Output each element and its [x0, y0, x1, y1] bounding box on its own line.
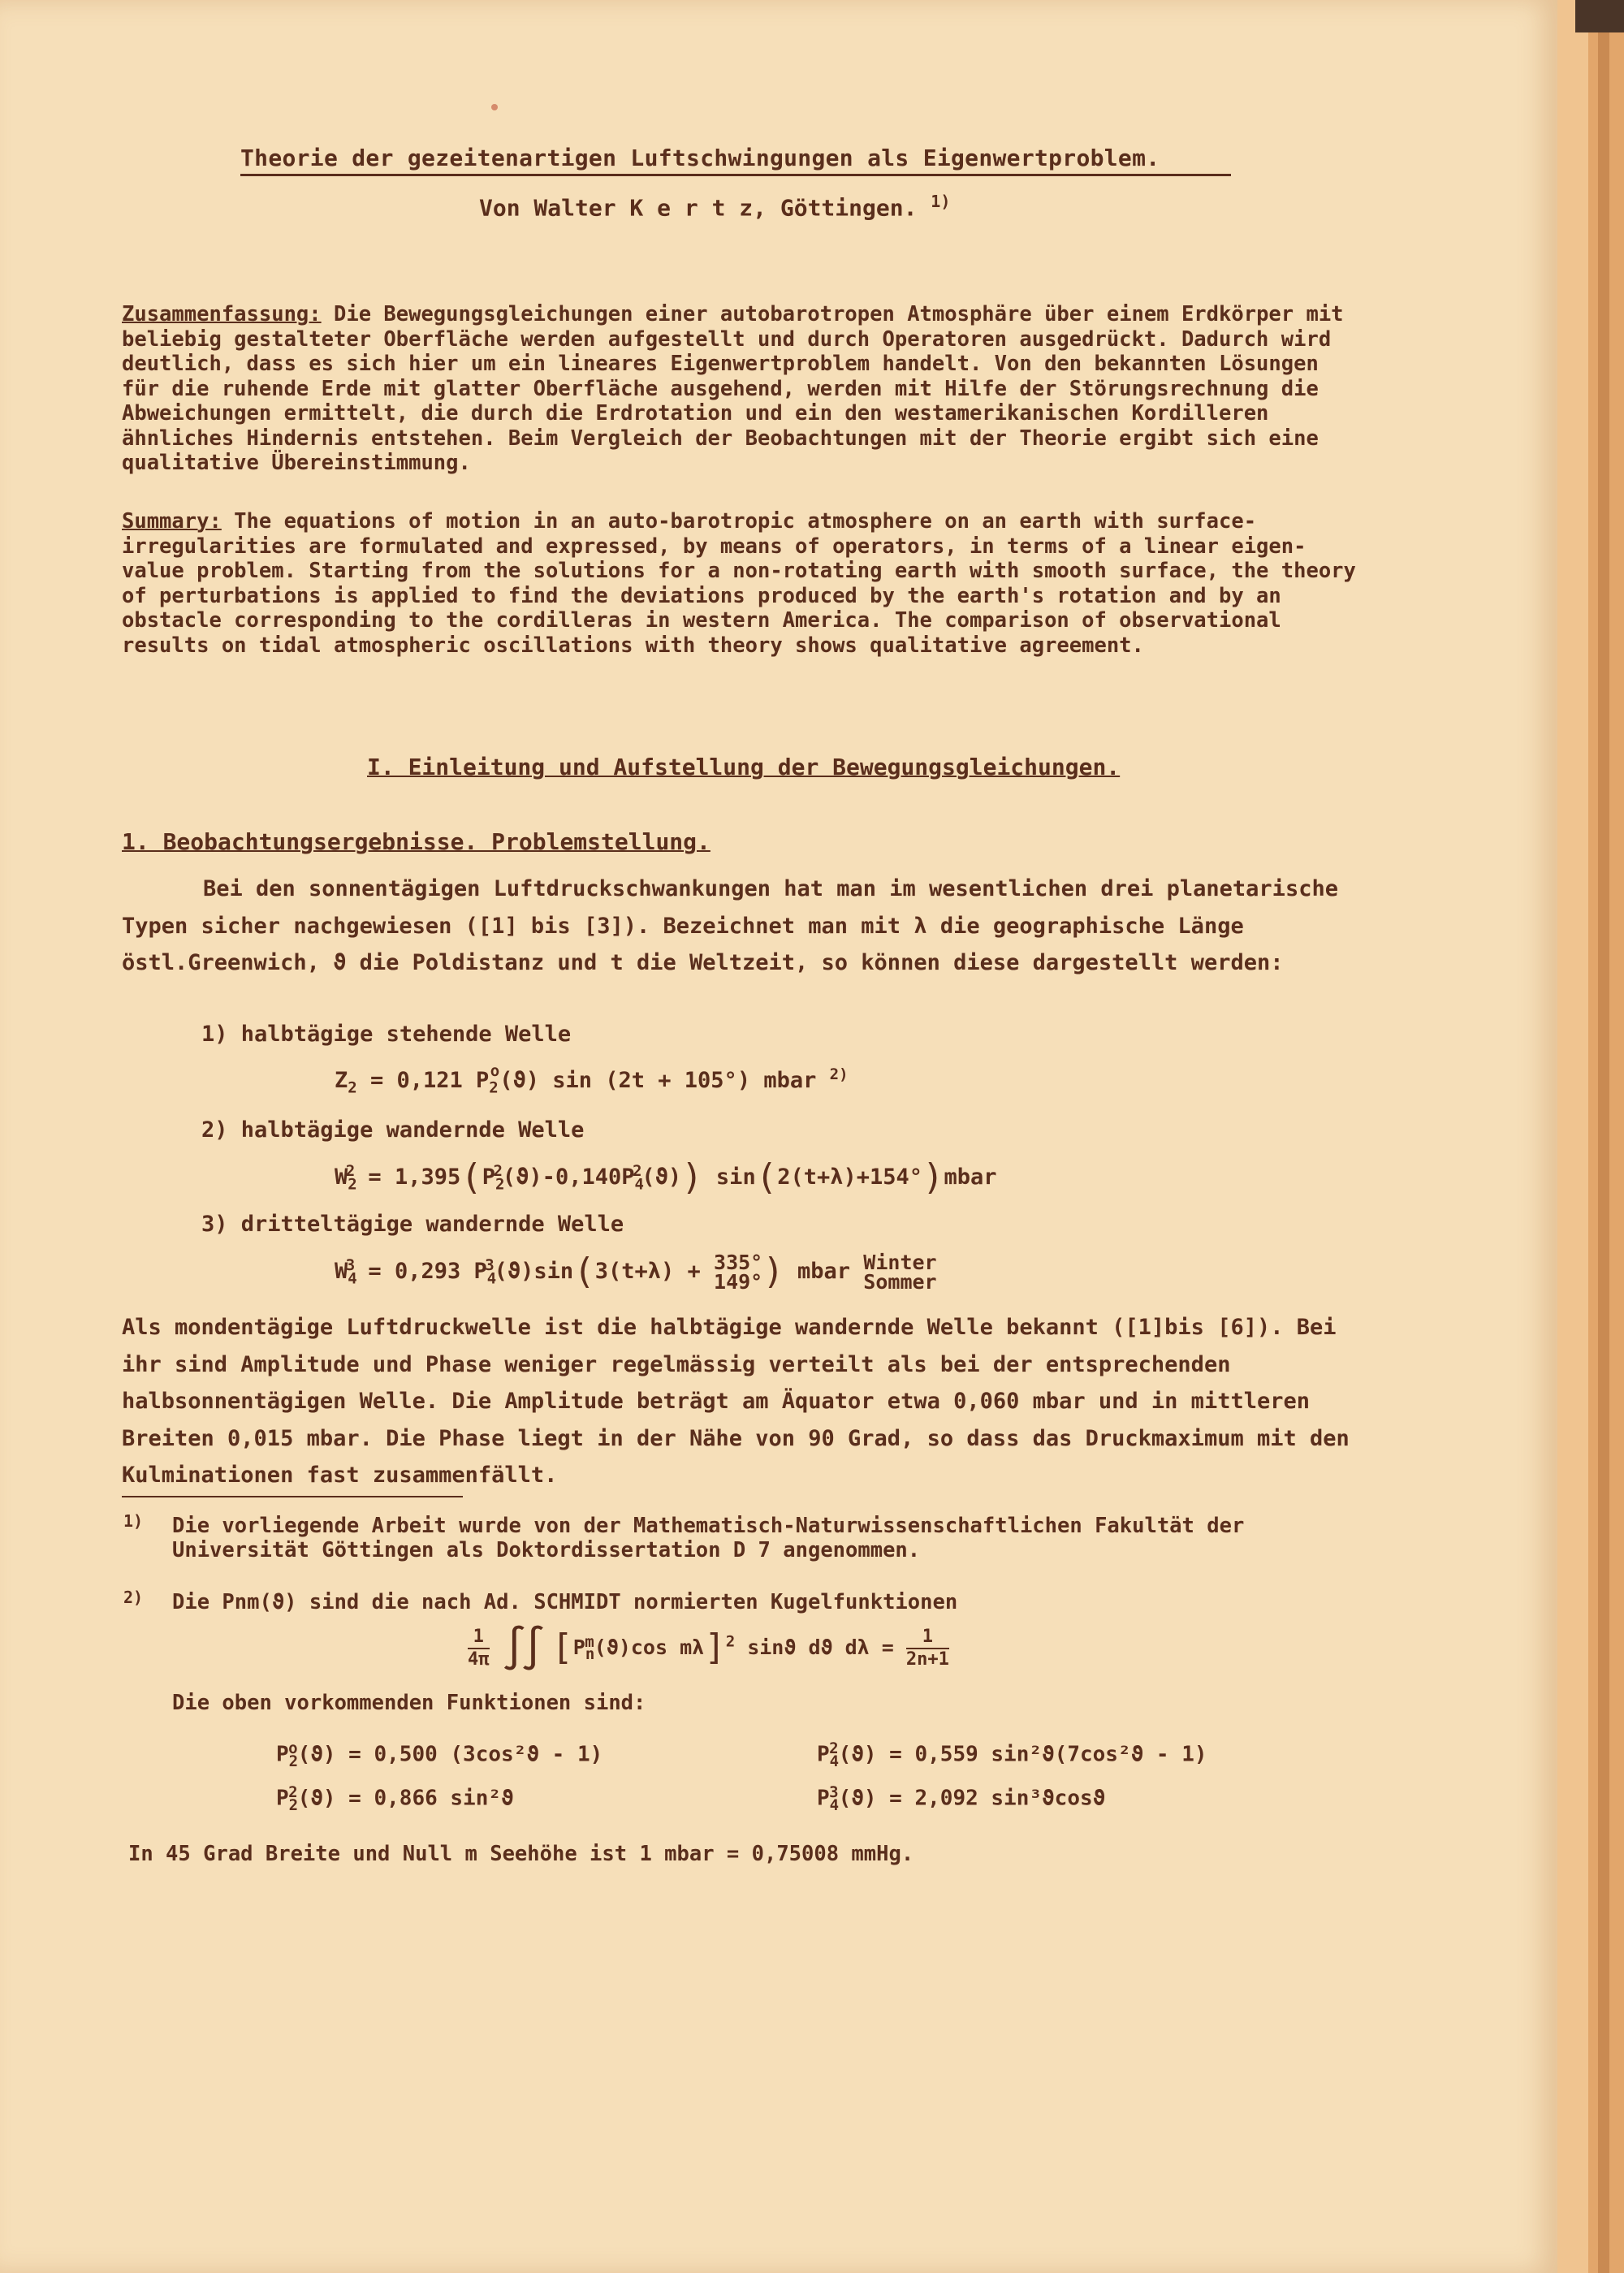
wave-item-3: 3) dritteltägige wandernde Welle	[201, 1212, 624, 1237]
eq1-coefficient: 0,121	[396, 1068, 463, 1093]
function-p42: $P_4^2(ϑ) = 0,559$ sin²ϑ(7cos²ϑ - 1)	[817, 1739, 1207, 1770]
abstract-english-label: Summary:	[122, 509, 222, 534]
paper-stain	[491, 104, 498, 110]
function-p42-value: 0,559 sin²ϑ(7cos²ϑ - 1)	[914, 1742, 1207, 1767]
eq2-coefficient-2: 0,140	[555, 1165, 622, 1190]
eq2-coefficient: 1,395	[394, 1165, 461, 1190]
season-summer: Sommer	[863, 1269, 937, 1294]
function-p22-value: 0,866 sin²ϑ	[374, 1786, 514, 1811]
abstract-german-label: Zusammenfassung:	[122, 302, 322, 326]
abstract-english	[122, 509, 1364, 658]
abstract-german-text: Die Bewegungsgleichungen einer autobarotropen Atmosphäre über einem Erdkörper mit beliebig gestalteter Oberfläche werden aufgestellt und durch Operatoren ausgedrückt. Dadurch wird deutlich, dass es sich hier um ein lineares Eigenwertproblem handelt. Von den bekannten Lösungen für die ruhende Erde mit glatter Oberfläche ausgehend, werden mit Hilfe der Störungsrechnung die Abweichungen ermittelt, die durch die Erdrotation und ein den westamerikanischen Kordilleren ähnliches Hindernis entstehen. Beim Vergleich der Beobachtungen mit der Theorie ergibt sich eine qualitative Übereinstimmung.	[122, 302, 1344, 475]
function-p22: $P_2^2(ϑ) = 0,866$ sin²ϑ	[276, 1783, 514, 1814]
author-byline	[479, 192, 950, 221]
footnote-1-text: Die vorliegende Arbeit wurde von der Mathematisch-Naturwissenschaftlichen Fakultät der Universität Göttingen als Doktordissertation D 7 angenommen.	[172, 1514, 1245, 1562]
abstract-german	[122, 302, 1364, 476]
paper-title: Theorie der gezeitenartigen Luftschwingungen als Eigenwertproblem.	[240, 145, 1160, 171]
binding-shadow	[1598, 0, 1609, 2273]
author-name: Von Walter K e r t z, Göttingen.	[479, 194, 918, 222]
wave-item-2: 2) halbtägige wandernde Welle	[201, 1117, 585, 1143]
page-edge	[1557, 0, 1588, 2273]
wave-item-1: 1) halbtägige stehende Welle	[201, 1022, 572, 1047]
binding-corner	[1575, 0, 1624, 32]
eq1-phase: 105°	[684, 1068, 737, 1093]
abstract-english-text: The equations of motion in an auto-barotropic atmosphere on an earth with surface-irregularities are formulated and expressed, by means of operators, in terms of a linear eigen-value problem. Starting from the solutions for a non-rotating earth with smooth surface, the theory of perturbations is applied to find the deviations produced by the earth's rotation and by an obstacle corresponding to the cordilleras in western America. The comparison of observational results on tidal atmospheric oscillations with theory shows qualitative agreement.	[122, 509, 1356, 658]
unit-conversion-note: In 45 Grad Breite und Null m Seehöhe ist 1 mbar = 0,75008 mmHg.	[128, 1842, 914, 1866]
function-p43: $P_4^3(ϑ) = 2,092$ sin³ϑcosϑ	[817, 1783, 1106, 1814]
footnote-1-mark: 1)	[123, 1511, 144, 1531]
equation-migrating-semidiurnal: $W_2^2 = 1,395(P_2^2(ϑ)-0,140P_4^2(ϑ))$ sin(2(t+λ)+154°)mbar	[335, 1156, 997, 1198]
equation-migrating-terdiurnal: $W_4^3 = 0,293$ $P_4^3(ϑ)\sin(3(t+\lambda) + 335^\circ$ 149°) mbar Winter Sommer	[335, 1250, 937, 1294]
function-p43-value: 2,092 sin³ϑcosϑ	[914, 1786, 1106, 1811]
footnote-2-functions-intro: Die oben vorkommenden Funktionen sind:	[172, 1691, 646, 1715]
eq2-unit: mbar	[944, 1165, 997, 1190]
lunar-paragraph: Als mondentägige Luftdruckwelle ist die halbtägige wandernde Welle bekannt ([1]bis [6]). Bei ihr sind Amplitude und Phase weniger regelmässig verteilt als bei der entsprechenden halbsonnentägigen Welle. Die Amplitude beträgt am Äquator etwa 0,060 mbar und in mittleren Breiten 0,015 mbar. Die Phase liegt in der Nähe von 90 Grad, so dass das Druckmaximum mit den Kulminationen fast zusammenfällt.	[122, 1315, 1350, 1488]
intro-paragraph: Bei den sonnentägigen Luftdruckschwankungen hat man im wesentlichen drei planetarische Typen sicher nachgewiesen ([1] bis [3]). Bezeichnet man mit λ die geographische Länge östl.Greenwich, ϑ die Poldistanz und t die Weltzeit, so können diese dargestellt werden:	[122, 876, 1338, 975]
season-winter: Winter	[863, 1250, 937, 1274]
function-p20: $P_2^o(ϑ) = 0,500$ (3cos²ϑ - 1)	[276, 1739, 603, 1770]
eq3-phase-summer: 149°	[714, 1269, 763, 1294]
eq3-phase-winter: 335°	[714, 1250, 763, 1274]
footnote-2	[122, 1590, 1372, 1614]
function-p20-value: 0,500 (3cos²ϑ - 1)	[374, 1742, 603, 1767]
author-footnote-mark: 1)	[931, 192, 951, 211]
eq3-coefficient: 0,293	[394, 1259, 461, 1284]
equation-standing-wave: $Z_2 = 0,121$ $P_2^o(ϑ)$ sin (2t + 105°) mbar $^{2)}$	[335, 1062, 849, 1097]
footnote-2-text: Die Pnm(ϑ) sind die nach Ad. SCHMIDT normierten Kugelfunktionen	[172, 1590, 958, 1614]
subsection-heading: 1. Beobachtungsergebnisse. Problemstellung.	[122, 828, 710, 855]
eq2-phase: 154°	[870, 1165, 923, 1190]
section-heading: I. Einleitung und Aufstellung der Bewegungsgleichungen.	[367, 754, 1121, 780]
footnote-1	[122, 1511, 1372, 1562]
eq1-unit: mbar	[763, 1068, 817, 1093]
footnote-2-mark: 2)	[123, 1588, 144, 1607]
footnote-separator	[122, 1496, 463, 1497]
normalization-formula: $\frac{1}{4\pi}$ ∫∫ [$P_n^m(ϑ)\cos$ mλ]$^2$ sinϑ dϑ dλ = $\frac{1}{2n+1}$	[468, 1624, 949, 1673]
title-underline	[240, 174, 1231, 176]
eq3-unit: mbar	[797, 1259, 851, 1284]
